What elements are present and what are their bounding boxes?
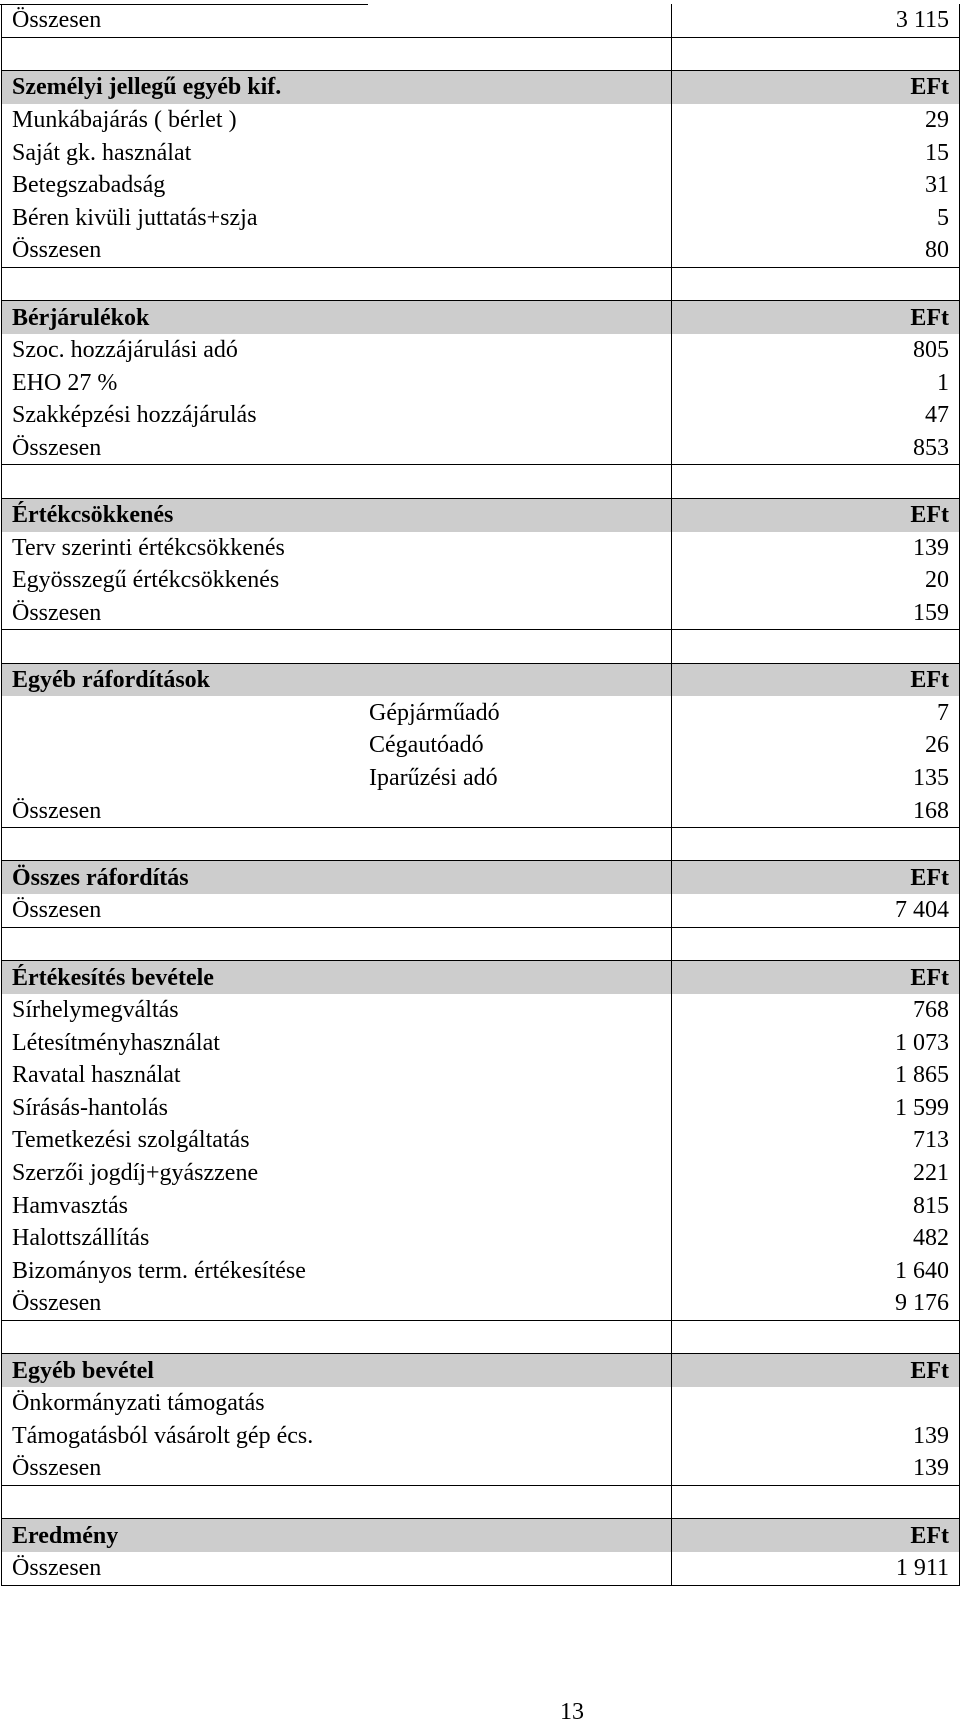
section-unit: EFt <box>672 301 960 334</box>
table-row <box>2 104 960 137</box>
section-unit: EFt <box>672 71 960 104</box>
spacer-cell <box>672 1320 960 1354</box>
section-title: Értékcsökkenés <box>2 498 672 531</box>
spacer-cell <box>2 630 672 664</box>
spacer-cell <box>672 927 960 961</box>
section-title: Eredmény <box>2 1519 672 1552</box>
row-label: Létesítményhasználat <box>2 1026 672 1059</box>
section-header-row <box>2 498 960 531</box>
section-unit: EFt <box>672 498 960 531</box>
row-label: Hamvasztás <box>2 1189 672 1222</box>
row-value: 3 115 <box>672 4 960 37</box>
spacer-row <box>2 827 960 861</box>
spacer-cell <box>2 465 672 499</box>
section-header-row <box>2 961 960 994</box>
table-row <box>2 367 960 400</box>
table-row <box>2 729 960 762</box>
spacer-cell <box>672 465 960 499</box>
table-row <box>2 794 960 827</box>
row-label: Összesen <box>2 894 672 927</box>
table-row <box>2 1092 960 1125</box>
row-value: 139 <box>672 1420 960 1453</box>
financial-table-container <box>1 4 960 1586</box>
row-value: 482 <box>672 1222 960 1255</box>
row-label: Összesen <box>2 234 672 267</box>
row-label: Támogatásból vásárolt gép écs. <box>2 1420 672 1453</box>
row-value: 1 911 <box>672 1552 960 1585</box>
section-header-row <box>2 663 960 696</box>
row-value: 159 <box>672 597 960 630</box>
table-row <box>2 1387 960 1420</box>
row-label: Összesen <box>2 1287 672 1320</box>
spacer-cell <box>672 827 960 861</box>
spacer-cell <box>672 37 960 71</box>
row-value: 80 <box>672 234 960 267</box>
section-unit: EFt <box>672 861 960 894</box>
row-label: Béren kivüli juttatás+szja <box>2 202 672 235</box>
row-label: Összesen <box>2 794 672 827</box>
row-value: 713 <box>672 1124 960 1157</box>
financial-table <box>1 4 960 1586</box>
row-value: 221 <box>672 1157 960 1190</box>
row-label: Terv szerinti értékcsökkenés <box>2 532 672 565</box>
row-label: EHO 27 % <box>2 367 672 400</box>
table-row <box>2 1026 960 1059</box>
row-value: 31 <box>672 169 960 202</box>
table-row <box>2 399 960 432</box>
spacer-cell <box>2 1320 672 1354</box>
row-value: 1 073 <box>672 1026 960 1059</box>
spacer-cell <box>672 1485 960 1519</box>
table-row <box>2 564 960 597</box>
table-row <box>2 1189 960 1222</box>
row-label: Szerzői jogdíj+gyászzene <box>2 1157 672 1190</box>
section-header-row <box>2 861 960 894</box>
page-number: 13 <box>560 1699 584 1725</box>
row-value: 26 <box>672 729 960 762</box>
row-label: Sírhelymegváltás <box>2 994 672 1027</box>
row-value: 768 <box>672 994 960 1027</box>
row-label: Halottszállítás <box>2 1222 672 1255</box>
table-row <box>2 334 960 367</box>
row-label: Egyösszegű értékcsökkenés <box>2 564 672 597</box>
row-label: Cégautóadó <box>2 729 672 762</box>
section-header-row <box>2 1354 960 1387</box>
section-title: Értékesítés bevétele <box>2 961 672 994</box>
row-value: 29 <box>672 104 960 137</box>
row-value: 9 176 <box>672 1287 960 1320</box>
spacer-row <box>2 1485 960 1519</box>
table-row <box>2 762 960 795</box>
table-row <box>2 1059 960 1092</box>
table-row <box>2 1287 960 1320</box>
table-row <box>2 4 960 37</box>
table-row <box>2 696 960 729</box>
row-value: 7 404 <box>672 894 960 927</box>
section-title: Egyéb ráfordítások <box>2 663 672 696</box>
spacer-cell <box>2 37 672 71</box>
table-row <box>2 597 960 630</box>
table-row <box>2 1157 960 1190</box>
section-title: Bérjárulékok <box>2 301 672 334</box>
row-value: 139 <box>672 1452 960 1485</box>
row-value: 47 <box>672 399 960 432</box>
row-value: 5 <box>672 202 960 235</box>
spacer-cell <box>672 267 960 301</box>
spacer-cell <box>672 630 960 664</box>
row-label: Szakképzési hozzájárulás <box>2 399 672 432</box>
spacer-row <box>2 1320 960 1354</box>
row-value <box>672 1387 960 1420</box>
row-value: 168 <box>672 794 960 827</box>
financial-table-body <box>2 4 960 1585</box>
section-title: Személyi jellegű egyéb kif. <box>2 71 672 104</box>
table-row <box>2 1552 960 1585</box>
row-label: Összesen <box>2 4 672 37</box>
row-label: Munkábajárás ( bérlet ) <box>2 104 672 137</box>
section-unit: EFt <box>672 663 960 696</box>
row-value: 15 <box>672 136 960 169</box>
section-header-row <box>2 301 960 334</box>
row-label: Sírásás-hantolás <box>2 1092 672 1125</box>
spacer-cell <box>2 827 672 861</box>
row-value: 805 <box>672 334 960 367</box>
row-value: 135 <box>672 762 960 795</box>
row-value: 20 <box>672 564 960 597</box>
row-value: 1 599 <box>672 1092 960 1125</box>
row-value: 1 640 <box>672 1255 960 1288</box>
table-row <box>2 994 960 1027</box>
section-unit: EFt <box>672 961 960 994</box>
table-row <box>2 234 960 267</box>
row-label: Gépjárműadó <box>2 696 672 729</box>
section-title: Összes ráfordítás <box>2 861 672 894</box>
row-value: 815 <box>672 1189 960 1222</box>
spacer-cell <box>2 267 672 301</box>
table-row <box>2 1255 960 1288</box>
table-row <box>2 1452 960 1485</box>
row-label: Temetkezési szolgáltatás <box>2 1124 672 1157</box>
section-title: Egyéb bevétel <box>2 1354 672 1387</box>
spacer-row <box>2 267 960 301</box>
section-unit: EFt <box>672 1519 960 1552</box>
row-value: 1 <box>672 367 960 400</box>
row-label: Összesen <box>2 1552 672 1585</box>
table-row <box>2 1124 960 1157</box>
row-label: Ravatal használat <box>2 1059 672 1092</box>
table-row <box>2 894 960 927</box>
section-unit: EFt <box>672 1354 960 1387</box>
table-row <box>2 202 960 235</box>
row-label: Betegszabadság <box>2 169 672 202</box>
spacer-cell <box>2 927 672 961</box>
table-row <box>2 1420 960 1453</box>
row-label: Összesen <box>2 597 672 630</box>
row-label: Önkormányzati támogatás <box>2 1387 672 1420</box>
section-header-row <box>2 71 960 104</box>
spacer-row <box>2 630 960 664</box>
table-row <box>2 532 960 565</box>
row-label: Bizományos term. értékesítése <box>2 1255 672 1288</box>
table-row <box>2 1222 960 1255</box>
table-row <box>2 136 960 169</box>
row-value: 1 865 <box>672 1059 960 1092</box>
row-value: 139 <box>672 532 960 565</box>
row-label: Szoc. hozzájárulási adó <box>2 334 672 367</box>
table-row <box>2 169 960 202</box>
row-value: 853 <box>672 432 960 465</box>
row-label: Összesen <box>2 1452 672 1485</box>
spacer-row <box>2 927 960 961</box>
table-row <box>2 432 960 465</box>
spacer-cell <box>2 1485 672 1519</box>
section-header-row <box>2 1519 960 1552</box>
row-label: Saját gk. használat <box>2 136 672 169</box>
row-value: 7 <box>672 696 960 729</box>
spacer-row <box>2 37 960 71</box>
row-label: Összesen <box>2 432 672 465</box>
row-label: Iparűzési adó <box>2 762 672 795</box>
spacer-row <box>2 465 960 499</box>
